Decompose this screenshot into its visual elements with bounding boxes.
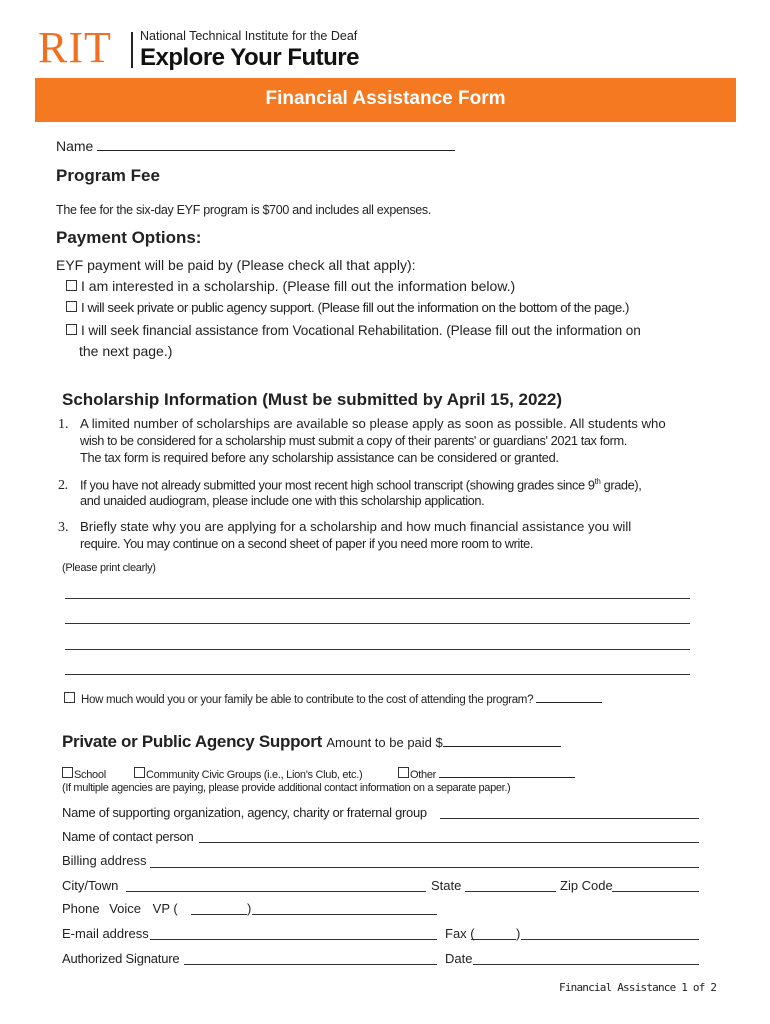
essay-line[interactable] [65,673,690,675]
item-number: 1. [58,417,69,432]
civic-checkbox[interactable] [134,767,145,778]
agency-type-civic[interactable] [134,767,362,781]
logo-divider [131,32,133,68]
signature-label: Authorized Signature [62,951,180,966]
essay-line[interactable] [65,597,690,599]
billing-label: Billing address [62,853,147,868]
institute-name: National Technical Institute for the Deaf [140,29,358,43]
contribute-amount-field[interactable] [536,694,602,703]
multi-agency-note: (If multiple agencies are paying, please provide additional contact information on a separate paper.) [62,782,511,794]
scholarship-item-3-line2: require. You may continue on a second sheet of paper if you need more room to write. [80,536,533,551]
zip-label: Zip Code [560,878,613,893]
fax-number-field[interactable] [521,938,699,940]
form-title: Financial Assistance Form [265,88,506,109]
billing-field[interactable] [150,866,699,868]
item-text: A limited number of scholarships are available so please apply as soon as possible. All students who [80,416,666,431]
payment-option-label: I will seek private or public agency support. (Please fill out the information on the bottom of the page.) [81,300,630,315]
phone-row [62,901,178,916]
phone-label: Phone [62,901,100,916]
other-checkbox[interactable] [398,767,409,778]
city-field[interactable] [126,890,426,892]
program-fee-heading: Program Fee [56,166,160,185]
payment-option-vr-cont: the next page.) [79,343,173,359]
rit-logo: RIT [38,23,112,72]
other-field[interactable] [439,769,575,778]
email-label: E-mail address [62,926,149,941]
fax-close: ) [516,926,521,941]
program-fee-text: The fee for the six-day EYF program is $700 and includes all expenses. [56,203,432,217]
item-text: grade), [600,477,642,493]
date-label: Date [445,951,473,966]
fax-area-code-field[interactable] [471,938,516,940]
signature-field[interactable] [184,963,437,965]
date-field[interactable] [473,963,699,965]
item-number: 3. [58,520,69,535]
essay-line[interactable] [65,648,690,650]
state-field[interactable] [465,890,556,892]
page-footer: Financial Assistance 1 of 2 [559,981,717,994]
scholarship-item-1 [58,416,666,433]
name-row [56,138,455,154]
state-label: State [431,878,462,893]
name-field[interactable] [97,140,455,151]
amount-field[interactable] [443,736,561,747]
zip-field[interactable] [612,890,699,892]
item-text: Briefly state why you are applying for a scholarship and how much financial assistance you will [80,519,632,534]
fax-label: Fax ( [445,926,475,941]
agency-type-label: School [74,769,106,781]
contribute-checkbox[interactable] [64,692,75,703]
contribute-row [64,692,602,706]
payment-option-vr[interactable] [66,323,641,338]
school-checkbox[interactable] [62,767,73,778]
vp-area-code-field[interactable] [191,913,247,915]
scholarship-item-1-line2: wish to be considered for a scholarship must submit a copy of their parents' or guardians' 2021 tax form. [80,433,627,448]
title-banner [35,78,736,122]
amount-label: Amount to be paid $ [326,735,443,750]
scholarship-item-3 [58,519,631,536]
scholarship-heading: Scholarship Information (Must be submitted by April 15, 2022) [62,390,563,409]
agency-type-other[interactable] [398,767,575,781]
vp-number-field[interactable] [252,913,437,915]
item-number: 2. [58,478,68,494]
org-label: Name of supporting organization, agency, charity or fraternal group [62,805,427,820]
agency-type-label: Community Civic Groups (i.e., Lion's Club, etc.) [146,769,363,781]
contact-field[interactable] [199,841,699,843]
superscript: th [594,477,601,486]
payment-option-label: I am interested in a scholarship. (Please fill out the information below.) [81,278,516,294]
name-label: Name [56,138,94,154]
payment-option-scholarship[interactable] [66,278,515,294]
vr-checkbox[interactable] [66,324,77,335]
email-field[interactable] [150,938,437,940]
payment-option-agency[interactable] [66,300,629,315]
contribute-question: How much would you or your family be able to contribute to the cost of attending the program? [81,694,534,706]
vp-label: VP ( [152,901,178,916]
tagline: Explore Your Future [140,44,359,71]
agency-type-school[interactable] [62,767,106,781]
scholarship-item-1-line3: The tax form is required before any scholarship assistance can be considered or granted. [80,450,559,465]
scholarship-item-2 [58,477,641,494]
agency-type-label: Other [410,769,437,781]
agency-checkbox[interactable] [66,301,77,312]
payment-intro: EYF payment will be paid by (Please check all that apply): [56,257,416,273]
agency-heading-row [62,732,561,752]
payment-options-heading: Payment Options: [56,228,202,247]
voice-label: Voice [109,901,142,916]
essay-line[interactable] [65,622,690,624]
agency-heading: Private or Public Agency Support [62,732,322,751]
print-note: (Please print clearly) [62,562,156,574]
payment-option-label: I will seek financial assistance from Vocational Rehabilitation. (Please fill out the information on [81,323,641,338]
scholarship-item-2-line2: and unaided audiogram, please include one with this scholarship application. [80,493,485,508]
contact-label: Name of contact person [62,829,194,844]
item-text: If you have not already submitted your most recent high school transcript (showing grades since 9 [80,477,595,493]
vp-close: ) [247,901,252,916]
city-label: City/Town [62,878,119,893]
scholarship-checkbox[interactable] [66,280,77,291]
org-field[interactable] [440,817,699,819]
